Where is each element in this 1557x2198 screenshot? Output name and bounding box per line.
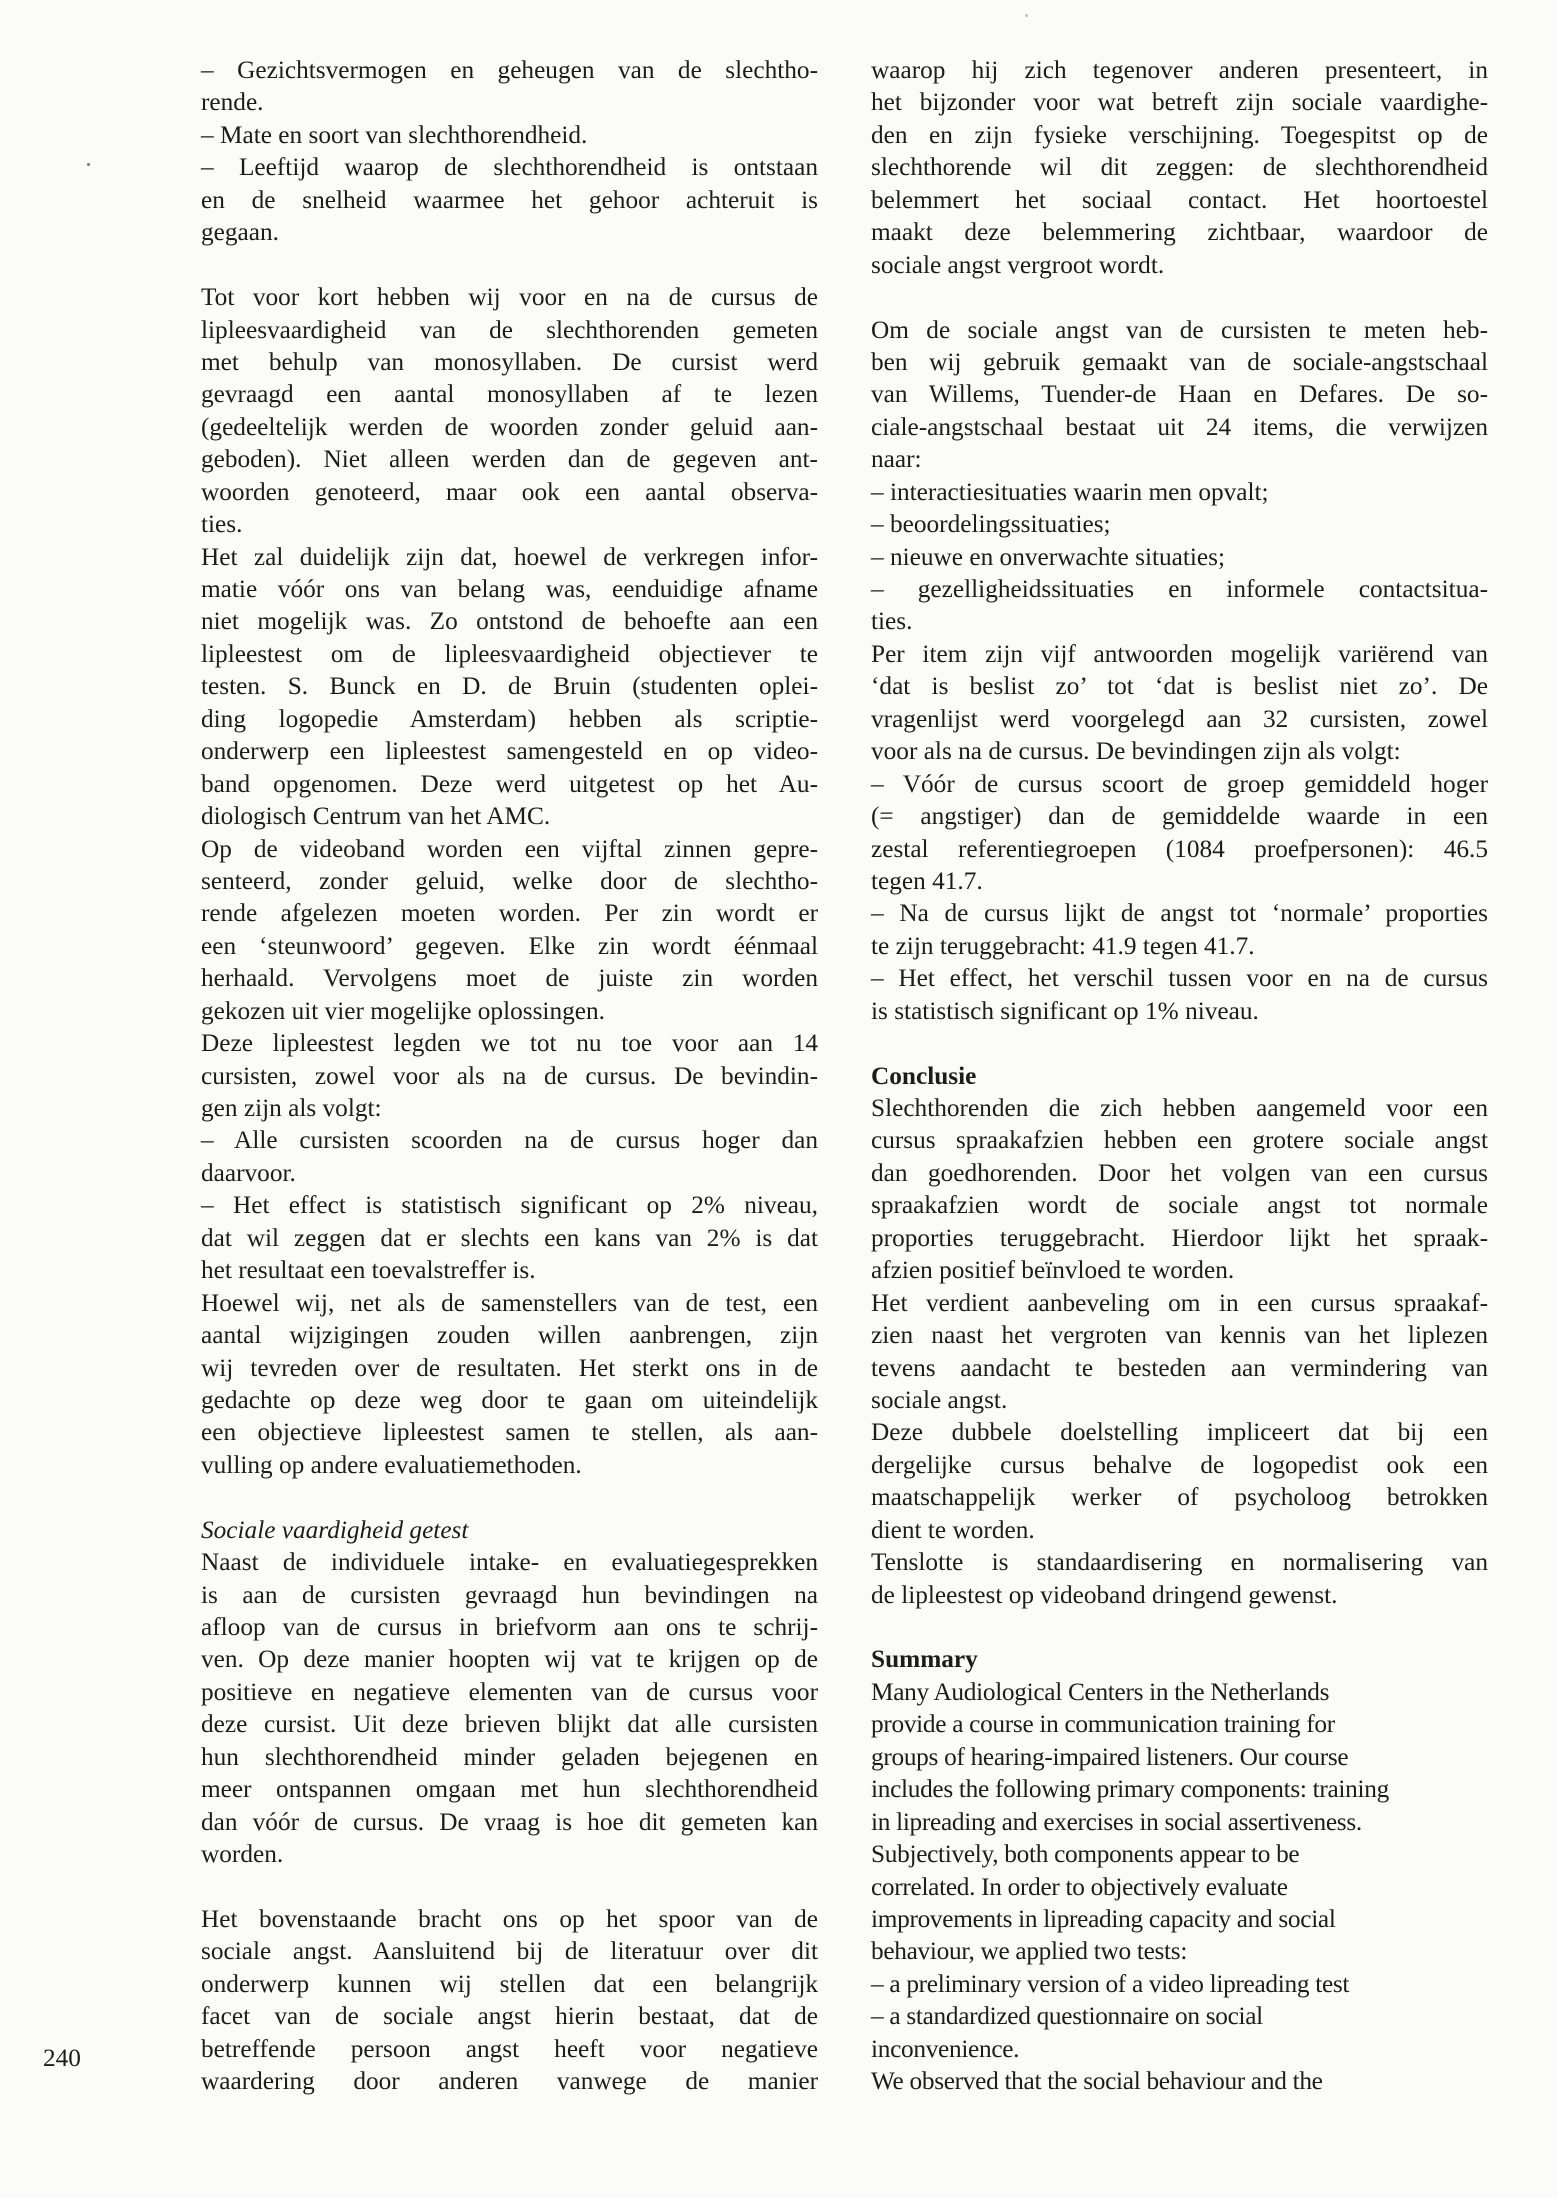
text-line: Naast de individuele intake- en evaluatiegesprekken	[201, 1548, 818, 1577]
paragraph	[871, 962, 1488, 1027]
text-line: is aan de cursisten gevraagd hun bevindingen na	[201, 1580, 818, 1609]
text-line: dergelijke cursus behalve de logopedist ook een	[871, 1450, 1488, 1479]
section-heading: Conclusie	[871, 1061, 977, 1090]
text-line: maakt deze belemmering zichtbaar, waardoor de	[871, 218, 1488, 247]
text-line: – Gezichtsvermogen en geheugen van de slechtho-	[201, 56, 818, 84]
text-line: (= angstiger) dan de gemiddelde waarde in een	[871, 802, 1488, 831]
text-line: behaviour, we applied two tests:	[871, 1937, 1188, 1966]
text-line: – gezelligheidssituaties en informele contactsitua-	[871, 575, 1488, 603]
paragraph	[871, 1546, 1488, 1611]
text-line: wij tevreden over de resultaten. Het sterkt ons in de	[201, 1353, 818, 1382]
text-line: aantal wijzigingen zouden willen aanbrengen, zijn	[201, 1321, 818, 1350]
text-line: afloop van de cursus in briefvorm aan ons te schrij-	[201, 1613, 818, 1641]
text-line: Deze lipleestest legden we tot nu toe voor aan 14	[201, 1029, 818, 1058]
text-line: – Vóór de cursus scoort de groep gemiddeld hoger	[871, 769, 1488, 798]
text-line: meer ontspannen omgaan met hun slechthorendheid	[201, 1775, 818, 1804]
paragraph	[201, 1189, 818, 1286]
paragraph	[871, 1092, 1488, 1287]
paragraph-gap	[871, 281, 1488, 313]
paragraph	[201, 54, 818, 119]
text-line: betreffende persoon angst heeft voor negatieve	[201, 2034, 818, 2063]
text-line: We observed that the social behaviour and the	[871, 2067, 1323, 2096]
text-line: Het zal duidelijk zijn dat, hoewel de verkregen infor-	[201, 542, 818, 571]
text-line: ben wij gebruik gemaakt van de sociale-angstschaal	[871, 347, 1488, 376]
paragraph	[871, 638, 1488, 768]
text-line: ‘dat is beslist zo’ tot ‘dat is beslist niet zo’. De	[871, 672, 1488, 701]
paragraph	[871, 768, 1488, 898]
summary-paragraph	[871, 1676, 1488, 2098]
text-line: ding logopedie Amsterdam) hebben als scriptie-	[201, 704, 818, 733]
text-line: lipleesvaardigheid van de slechthorenden gemeten	[201, 315, 818, 344]
text-line: dient te worden.	[871, 1515, 1035, 1544]
text-line: cursus spraakafzien hebben een grotere sociale angst	[871, 1126, 1488, 1155]
text-line: Many Audiological Centers in the Netherlands	[871, 1677, 1330, 1706]
text-line: gedachte op deze weg door te gaan om uiteindelijk	[201, 1385, 818, 1414]
text-line: sociale angst vergroot wordt.	[871, 250, 1165, 279]
text-line: band opgenomen. Deze werd uitgetest op het Au-	[201, 769, 818, 798]
section-heading: Summary	[871, 1645, 978, 1674]
paragraph-gap	[201, 249, 818, 281]
text-line: Tenslotte is standaardisering en normalisering van	[871, 1548, 1488, 1577]
paragraph	[871, 897, 1488, 962]
text-line: Het verdient aanbeveling om in een cursus spraakaf-	[871, 1288, 1488, 1317]
text-line: zestal referentiegroepen (1084 proefpersonen): 46.5	[871, 834, 1488, 863]
paragraph	[871, 54, 1488, 281]
text-line: slechthorende wil dit zeggen: de slechthorendheid	[871, 153, 1488, 182]
text-line: Om de sociale angst van de cursisten te meten heb-	[871, 315, 1488, 344]
paragraph	[201, 541, 818, 833]
text-line: hun slechthorendheid minder geladen bejegenen en	[201, 1742, 818, 1771]
text-line: worden.	[201, 1840, 284, 1869]
text-line: dan vóór de cursus. De vraag is hoe dit gemeten kan	[201, 1807, 818, 1836]
text-line: – a standardized questionnaire on social	[871, 2002, 1263, 2031]
text-line: te zijn teruggebracht: 41.9 tegen 41.7.	[871, 931, 1255, 960]
text-line: positieve en negatieve elementen van de cursus voor	[201, 1677, 818, 1706]
text-line: een objectieve lipleestest samen te stellen, als aan-	[201, 1418, 818, 1447]
text-line: deze cursist. Uit deze brieven blijkt dat alle cursisten	[201, 1710, 818, 1739]
text-line: – interactiesituaties waarin men opvalt;	[871, 477, 1269, 506]
text-line: ties.	[201, 510, 243, 539]
text-line: de lipleestest op videoband dringend gewenst.	[871, 1580, 1338, 1609]
text-line: gekozen uit vier mogelijke oplossingen.	[201, 996, 605, 1025]
text-line: diologisch Centrum van het AMC.	[201, 802, 551, 831]
text-line: provide a course in communication training for	[871, 1710, 1335, 1739]
text-line: rende afgelezen moeten worden. Per zin wordt er	[201, 899, 818, 928]
text-line: woorden genoteerd, maar ook een aantal observa-	[201, 477, 818, 506]
text-line: – Alle cursisten scoorden na de cursus hoger dan	[201, 1126, 818, 1155]
text-line: rende.	[201, 88, 264, 117]
text-line: Subjectively, both components appear to be	[871, 1840, 1300, 1869]
text-line: groups of hearing-impaired listeners. Our course	[871, 1742, 1349, 1771]
paragraph	[201, 151, 818, 248]
text-line: sociale angst. Aansluitend bij de literatuur over dit	[201, 1937, 818, 1966]
right-column	[871, 54, 1488, 2098]
text-line: dat wil zeggen dat er slechts een kans van 2% is dat	[201, 1223, 818, 1252]
paragraph	[201, 1546, 818, 1870]
paragraph-gap	[201, 1481, 818, 1513]
text-line: Per item zijn vijf antwoorden mogelijk variërend van	[871, 639, 1488, 668]
left-column	[201, 54, 818, 2098]
text-line: improvements in lipreading capacity and social	[871, 1904, 1336, 1933]
text-line: zien naast het vergroten van kennis van het liplezen	[871, 1321, 1488, 1350]
text-line: herhaald. Vervolgens moet de juiste zin worden	[201, 964, 818, 993]
text-line: daarvoor.	[201, 1158, 296, 1187]
text-line: proporties teruggebracht. Hierdoor lijkt het spraak-	[871, 1223, 1488, 1252]
scan-speck	[1025, 14, 1028, 17]
paragraph	[871, 541, 1488, 573]
paragraph	[201, 1287, 818, 1482]
paragraph	[871, 1416, 1488, 1546]
text-line: het resultaat een toevalstreffer is.	[201, 1256, 536, 1285]
paragraph-gap	[871, 1611, 1488, 1643]
text-line: ciale-angstschaal bestaat uit 24 items, die verwijzen	[871, 412, 1488, 441]
text-line: Deze dubbele doelstelling impliceert dat bij een	[871, 1418, 1488, 1447]
text-line: – Na de cursus lijkt de angst tot ‘normale’ proporties	[871, 899, 1488, 928]
text-line: is statistisch significant op 1% niveau.	[871, 996, 1259, 1025]
text-line: – Het effect, het verschil tussen voor en na de cursus	[871, 964, 1488, 993]
text-line: Op de videoband worden een vijftal zinnen gepre-	[201, 834, 818, 863]
text-line: Hoewel wij, net als de samenstellers van de test, een	[201, 1288, 818, 1317]
text-line: correlated. In order to objectively evaluate	[871, 1872, 1288, 1901]
text-line: voor als na de cursus. De bevindingen zijn als volgt:	[871, 737, 1401, 766]
text-line: spraakafzien wordt de sociale angst tot normale	[871, 1191, 1488, 1220]
text-line: – nieuwe en onverwachte situaties;	[871, 542, 1226, 571]
section-heading: Sociale vaardigheid getest	[201, 1515, 469, 1544]
text-line: Slechthorenden die zich hebben aangemeld voor een	[871, 1094, 1488, 1122]
paragraph	[871, 314, 1488, 476]
paragraph	[201, 1124, 818, 1189]
text-line: Het bovenstaande bracht ons op het spoor van de	[201, 1904, 818, 1933]
text-line: ven. Op deze manier hoopten wij vat te krijgen op de	[201, 1645, 818, 1674]
text-line: testen. S. Bunck en D. de Bruin (studenten oplei-	[201, 672, 818, 701]
text-line: – a preliminary version of a video lipreading test	[871, 1969, 1350, 1998]
text-line: gen zijn als volgt:	[201, 1094, 382, 1122]
text-line: dan goedhorenden. Door het volgen van een cursus	[871, 1158, 1488, 1187]
text-line: waarop hij zich tegenover anderen presenteert, in	[871, 56, 1488, 84]
text-line: facet van de sociale angst hierin bestaat, dat de	[201, 2002, 818, 2031]
text-line: matie vóór ons van belang was, eenduidige afname	[201, 575, 818, 603]
text-line: maatschappelijk werker of psycholoog betrokken	[871, 1483, 1488, 1512]
text-line: van Willems, Tuender-de Haan en Defares. De so-	[871, 380, 1488, 409]
text-line: – Het effect is statistisch significant op 2% niveau,	[201, 1191, 818, 1220]
text-line: tevens aandacht te besteden aan vermindering van	[871, 1353, 1488, 1382]
text-line: – beoordelingssituaties;	[871, 510, 1111, 539]
text-line: geboden). Niet alleen werden dan de gegeven ant-	[201, 445, 818, 474]
text-line: ties.	[871, 607, 913, 636]
text-line: gegaan.	[201, 218, 279, 247]
text-line: senteerd, zonder geluid, welke door de slechtho-	[201, 866, 818, 895]
text-line: sociale angst.	[871, 1385, 1008, 1414]
text-line: gevraagd een aantal monosyllaben af te lezen	[201, 380, 818, 409]
text-line: belemmert het sociaal contact. Het hoortoestel	[871, 185, 1488, 214]
text-line: cursisten, zowel voor als na de cursus. De bevindin-	[201, 1061, 818, 1090]
text-line: includes the following primary components: training	[871, 1775, 1389, 1804]
paragraph-gap	[871, 1027, 1488, 1059]
page-number: 240	[43, 2044, 81, 2072]
text-line: – Leeftijd waarop de slechthorendheid is ontstaan	[201, 153, 818, 182]
text-line: niet mogelijk was. Zo ontstond de behoefte aan een	[201, 607, 818, 636]
text-line: den en zijn fysieke verschijning. Toegespitst op de	[871, 120, 1488, 149]
text-line: onderwerp kunnen wij stellen dat een belangrijk	[201, 1969, 818, 1998]
paragraph	[201, 1903, 818, 2098]
text-line: waardering door anderen vanwege de manier	[201, 2067, 818, 2096]
text-line: onderwerp een lipleestest samengesteld en op video-	[201, 737, 818, 766]
text-line: Tot voor kort hebben wij voor en na de cursus de	[201, 283, 818, 312]
paragraph-gap	[201, 1871, 818, 1903]
text-line: tegen 41.7.	[871, 866, 983, 895]
paragraph	[201, 119, 818, 151]
paragraph	[871, 508, 1488, 540]
paragraph	[871, 476, 1488, 508]
text-line: met behulp van monosyllaben. De cursist werd	[201, 347, 818, 376]
text-line: inconvenience.	[871, 2034, 1020, 2063]
paragraph	[201, 833, 818, 1028]
paragraph	[871, 1287, 1488, 1417]
text-line: en de snelheid waarmee het gehoor achteruit is	[201, 185, 818, 214]
paragraph	[201, 1027, 818, 1124]
text-line: vragenlijst werd voorgelegd aan 32 cursisten, zowel	[871, 704, 1488, 733]
text-line: afzien positief beïnvloed te worden.	[871, 1256, 1235, 1285]
text-line: lipleestest om de lipleesvaardigheid objectiever te	[201, 639, 818, 668]
text-line: een ‘steunwoord’ gegeven. Elke zin wordt éénmaal	[201, 931, 818, 960]
text-line: het bijzonder voor wat betreft zijn sociale vaardighe-	[871, 88, 1488, 117]
text-line: in lipreading and exercises in social assertiveness.	[871, 1807, 1362, 1836]
text-line: (gedeeltelijk werden de woorden zonder geluid aan-	[201, 412, 818, 441]
text-line: vulling op andere evaluatiemethoden.	[201, 1450, 582, 1479]
paragraph	[201, 281, 818, 541]
paragraph	[871, 573, 1488, 638]
scan-speck	[87, 163, 90, 166]
text-line: naar:	[871, 445, 922, 474]
text-line: – Mate en soort van slechthorendheid.	[201, 120, 588, 149]
